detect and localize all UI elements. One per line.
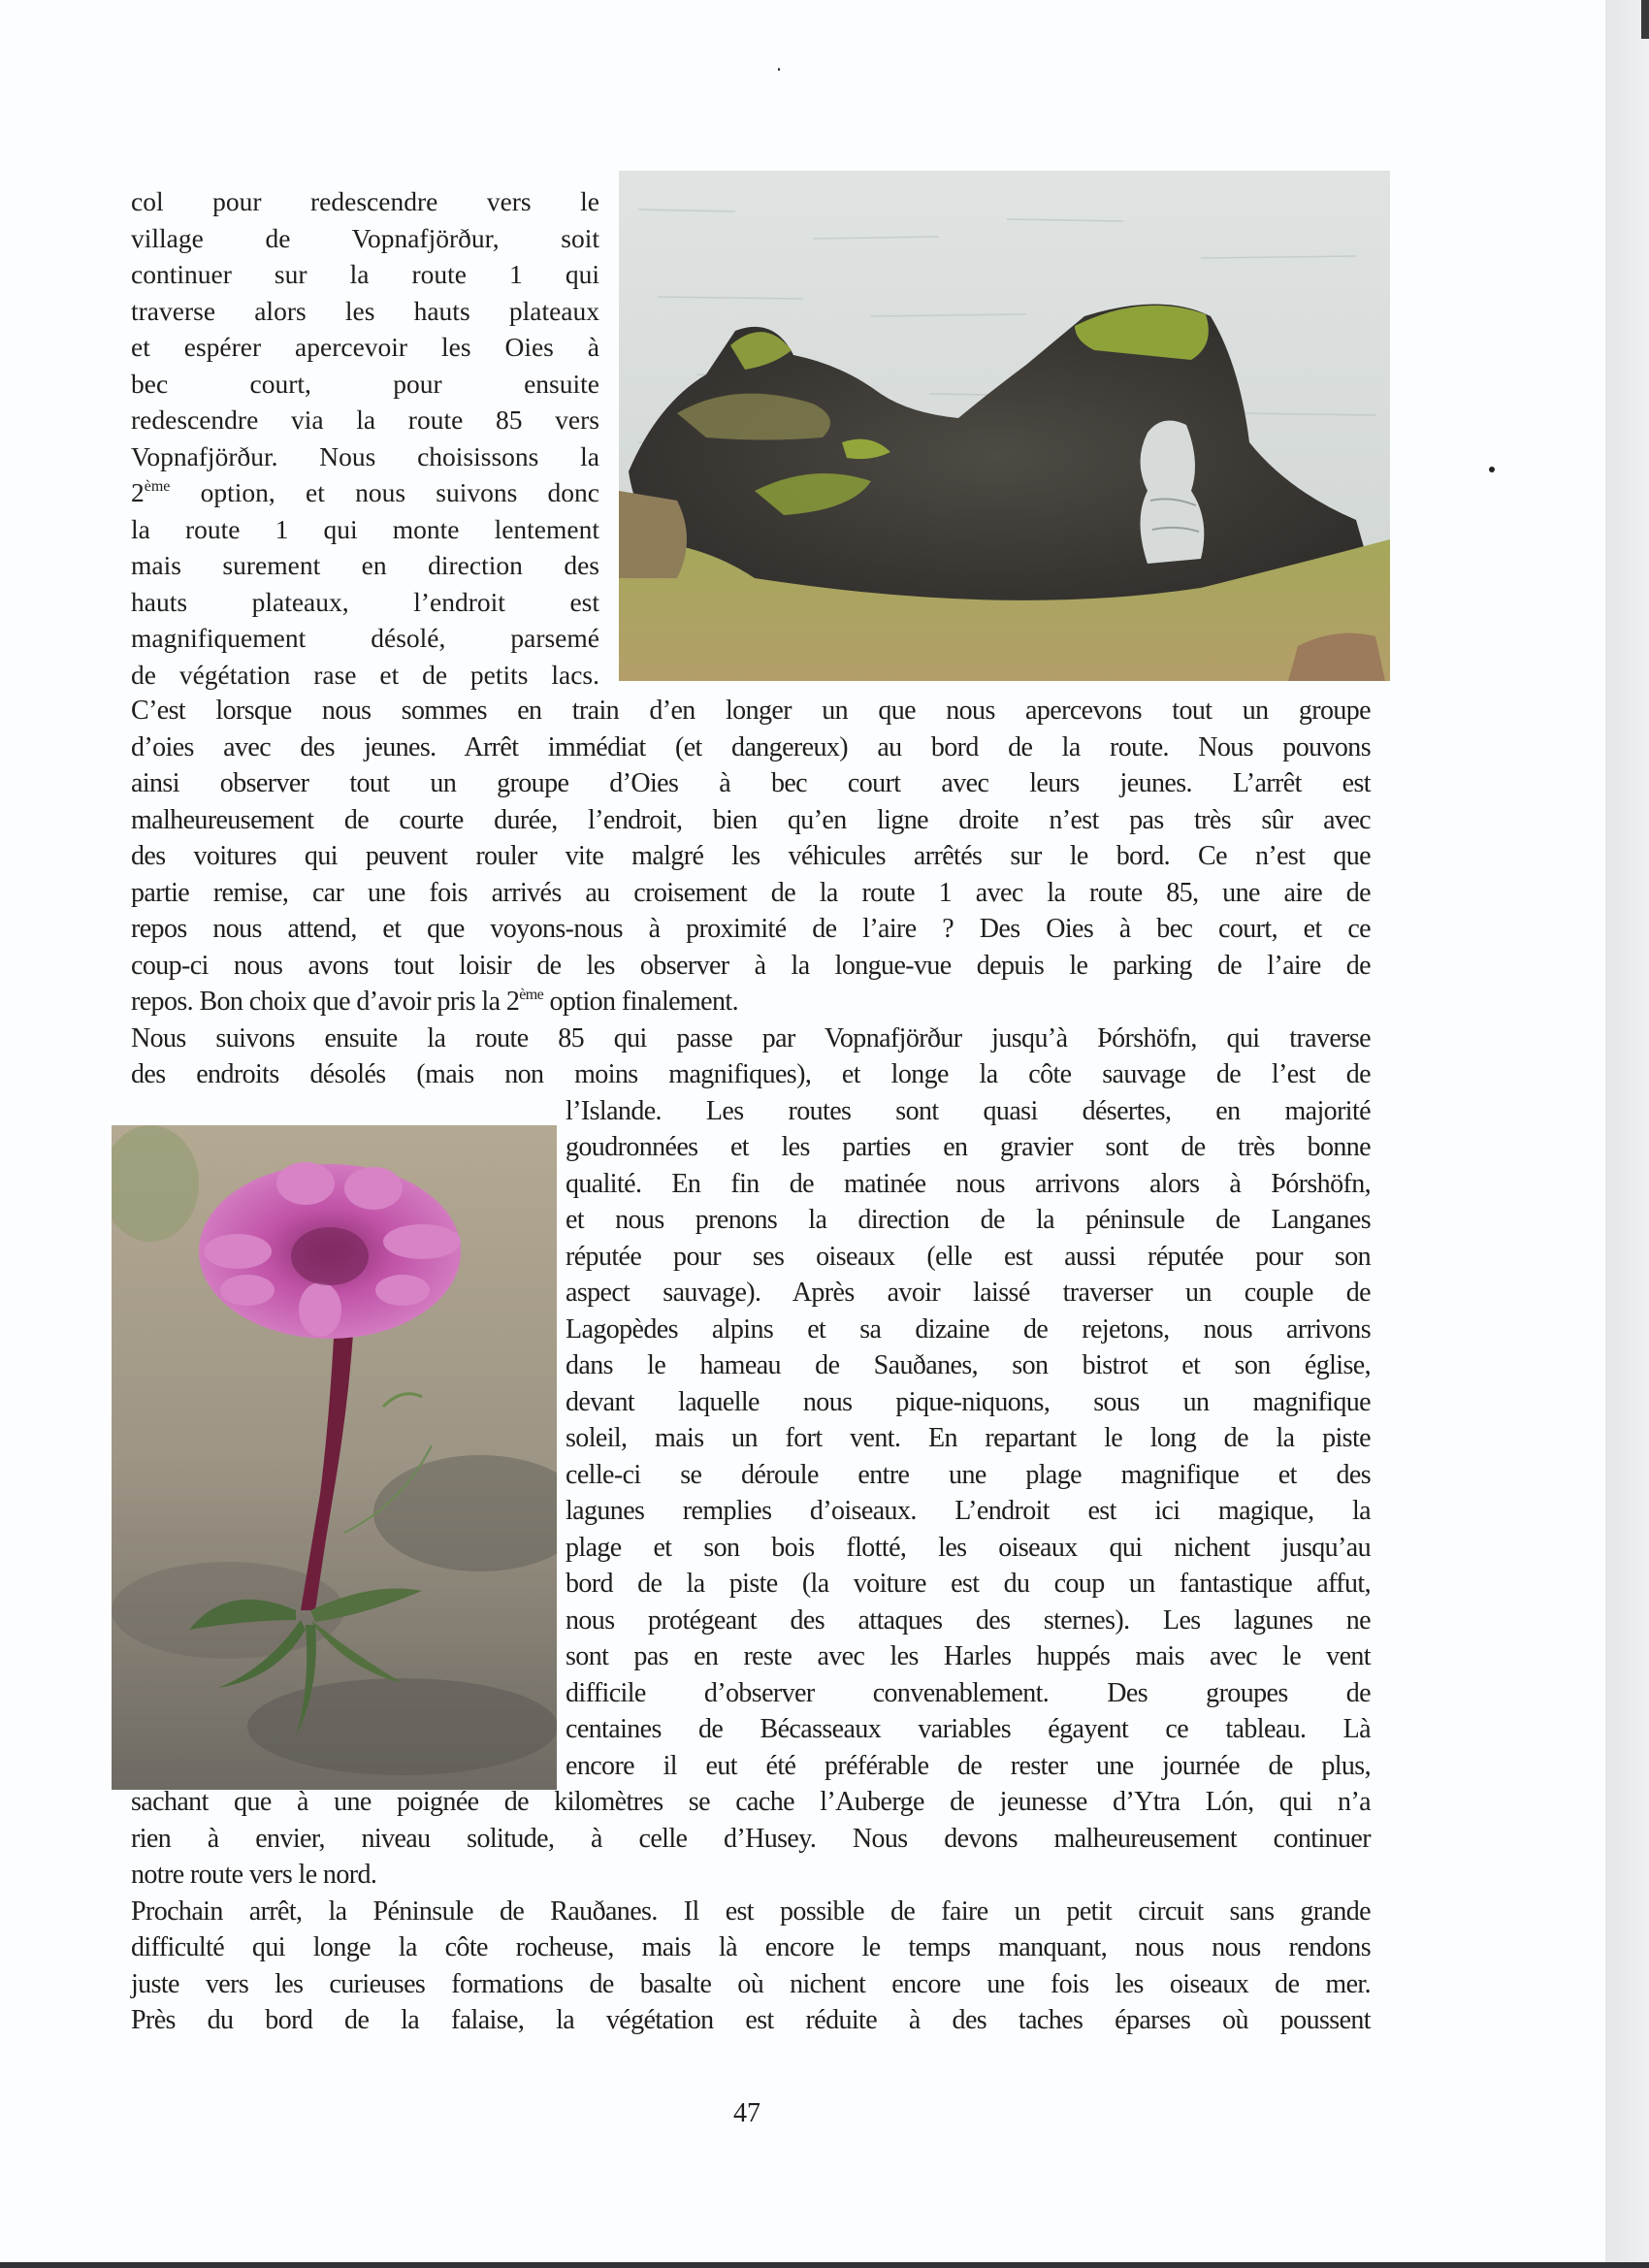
text-line: continuer sur la route 1 qui — [131, 259, 599, 289]
text-line: Nous suivons ensuite la route 85 qui passe par Vopnafjörður jusqu’à Þórshöfn, qui traverse — [131, 1022, 1371, 1053]
text-line: difficile d’observer convenablement. Des groupes de — [566, 1677, 1371, 1708]
text-line: Prochain arrêt, la Péninsule de Rauðanes. Il est possible de faire un petit circuit sans grande — [131, 1895, 1371, 1927]
text-line: et nous prenons la direction de la péninsule de Langanes — [566, 1205, 1371, 1235]
text-line: coup-ci nous avons tout loisir de les observer à la longue-vue depuis le parking de l’aire de — [131, 950, 1371, 981]
sea-arch-photo — [619, 171, 1390, 681]
text-line: lagunes remplies d’oiseaux. L’endroit est ici magique, la — [566, 1496, 1371, 1526]
page-number: 47 — [733, 2098, 760, 2128]
text-line: traverse alors les hauts plateaux — [131, 295, 599, 326]
scan-speck — [1489, 467, 1495, 472]
text-line: juste vers les curieuses formations de basalte où nichent encore une fois les oiseaux de mer. — [131, 1968, 1371, 1999]
text-line: nous protégeant des attaques des sternes). Les lagunes ne — [566, 1604, 1371, 1636]
text-line: repos nous attend, et que voyons-nous à proximité de l’aire ? Des Oies à bec court, et ce — [131, 914, 1371, 944]
text-line: difficulté qui longe la côte rocheuse, mais là encore le temps manquant, nous nous rendons — [131, 1932, 1371, 1962]
text-part: 2 — [131, 477, 145, 507]
text-line: village de Vopnafjörður, soit — [131, 222, 599, 253]
superscript: ème — [519, 987, 544, 1003]
text-line: bec court, pour ensuite — [131, 368, 599, 399]
text-line: plage et son bois flotté, les oiseaux qui nichent jusqu’au — [566, 1532, 1371, 1563]
text-line: aspect sauvage). Après avoir laissé traverser un couple de — [566, 1278, 1371, 1308]
text-line: Lagopèdes alpins et sa dizaine de rejetons, nous arrivons — [566, 1313, 1371, 1345]
text-line: soleil, mais un fort vent. En repartant le long de la piste — [566, 1423, 1371, 1453]
text-line: de végétation rase et de petits lacs. — [131, 659, 599, 690]
text-line: C’est lorsque nous sommes en train d’en longer un que nous apercevons tout un groupe — [131, 696, 1371, 726]
text-line: d’oies avec des jeunes. Arrêt immédiat (et dangereux) au bord de la route. Nous pouvons — [131, 731, 1371, 762]
text-line: des endroits désolés (mais non moins magnifiques), et longe la côte sauvage de l’est de — [131, 1059, 1371, 1089]
text-line: sachant que à une poignée de kilomètres se cache l’Auberge de jeunesse d’Ytra Lón, qui n’a — [131, 1787, 1371, 1817]
scan-edge-corner — [1641, 0, 1649, 39]
text-line — [131, 474, 599, 511]
text-line: réputée pour ses oiseaux (elle est aussi réputée pour son — [566, 1241, 1371, 1272]
text-line: la route 1 qui monte lentement — [131, 513, 599, 544]
text-line: rien à envier, niveau solitude, à celle d’Husey. Nous devons malheureusement continuer — [131, 1823, 1371, 1854]
text-line: et espérer apercevoir les Oies à — [131, 332, 599, 362]
scan-speck — [778, 68, 780, 71]
text-line: mais surement en direction des — [131, 550, 599, 580]
text-part: option finalement. — [543, 987, 738, 1017]
text-line: ainsi observer tout un groupe d’Oies à bec court avec leurs jeunes. L’arrêt est — [131, 768, 1371, 798]
text-line: sont pas en reste avec les Harles huppés mais avec le vent — [566, 1641, 1371, 1671]
scan-edge-bottom — [0, 2262, 1649, 2268]
text-line: devant laquelle nous pique-niquons, sous un magnifique — [566, 1386, 1371, 1417]
text-line: l’Islande. Les routes sont quasi désertes, en majorité — [566, 1095, 1371, 1126]
scan-edge-right — [1605, 0, 1649, 2268]
text-line: malheureusement de courte durée, l’endroit, bien qu’en ligne droite n’est pas très sûr avec — [131, 804, 1371, 835]
text-line: magnifiquement désolé, parsemé — [131, 623, 599, 653]
text-line: goudronnées et les parties en gravier sont de très bonne — [566, 1132, 1371, 1162]
text-line: qualité. En fin de matinée nous arrivons alors à Þórshöfn, — [566, 1168, 1371, 1199]
superscript: ème — [144, 478, 171, 495]
text-line: Vopnafjörður. Nous choisissons la — [131, 440, 599, 471]
text-line: partie remise, car une fois arrivés au croisement de la route 1 avec la route 85, une aire de — [131, 877, 1371, 908]
text-line: redescendre via la route 85 vers — [131, 405, 599, 435]
text-line: hauts plateaux, l’endroit est — [131, 586, 599, 617]
text-line: notre route vers le nord. — [131, 1860, 377, 1890]
text-line: celle-ci se déroule entre une plage magnifique et des — [566, 1459, 1371, 1490]
text-line: encore il eut été préférable de rester une journée de plus, — [566, 1750, 1371, 1781]
text-part: repos. Bon choix que d’avoir pris la 2 — [131, 987, 520, 1017]
text-line: Près du bord de la falaise, la végétation est réduite à des taches éparses où poussent — [131, 2005, 1371, 2035]
text-line: col pour redescendre vers le — [131, 186, 599, 216]
text-line — [131, 984, 1371, 1021]
text-part: option, et nous suivons donc — [170, 477, 599, 507]
text-line: dans le hameau de Sauðanes, son bistrot et son église, — [566, 1350, 1371, 1380]
text-line: des voitures qui peuvent rouler vite malgré les véhicules arrêtés sur le bord. Ce n’est que — [131, 841, 1371, 871]
flower-photo — [112, 1125, 557, 1790]
text-line: centaines de Bécasseaux variables égayent ce tableau. Là — [566, 1714, 1371, 1744]
text-line: bord de la piste (la voiture est du coup un fantastique affut, — [566, 1569, 1371, 1599]
